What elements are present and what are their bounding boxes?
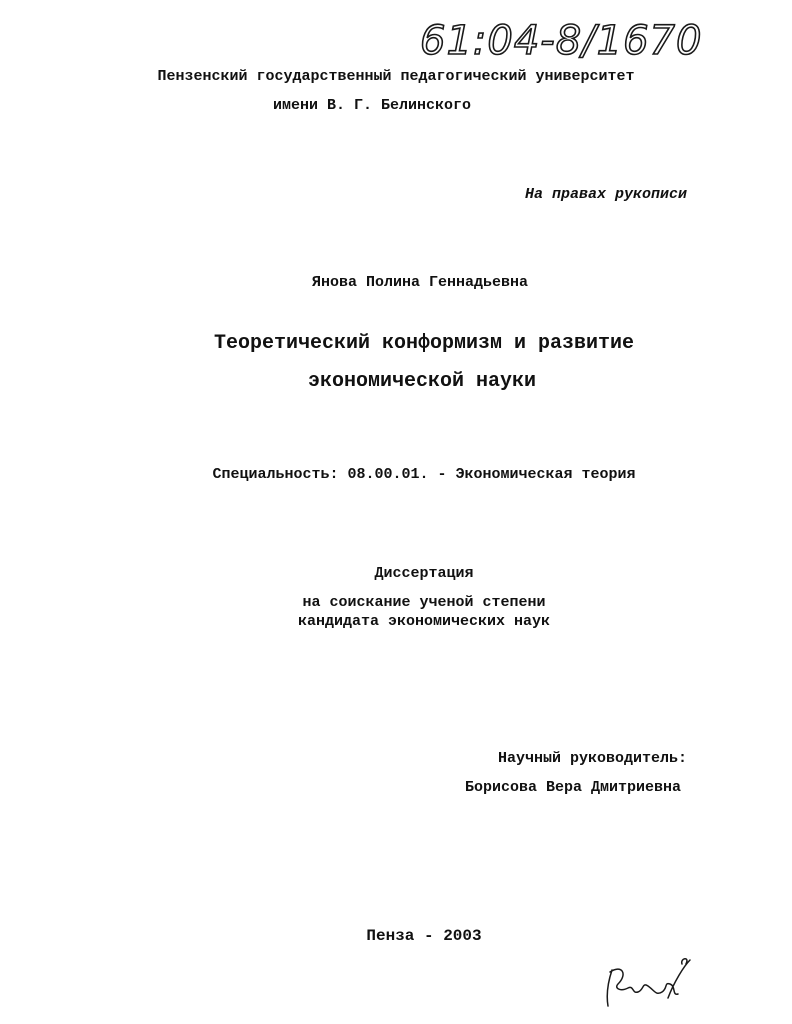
university-dedication: имени В. Г. Белинского [272, 97, 472, 114]
handwritten-archive-number [420, 14, 720, 64]
supervisor-name: Борисова Вера Дмитриевна [465, 779, 682, 796]
specialty: Специальность: 08.00.01. - Экономическая теория [212, 466, 636, 483]
city-year: Пенза - 2003 [366, 927, 482, 945]
dissertation-degree-line2: кандидата экономических наук [297, 613, 551, 630]
thesis-title-line1: Теоретический конформизм и развитие [213, 332, 635, 355]
archive-number-text: 61:04-8/1670 [420, 18, 703, 64]
rights-note: На правах рукописи [525, 186, 688, 203]
dissertation-degree-line1: на соискание ученой степени [302, 594, 546, 611]
thesis-title-line2: экономической науки [307, 370, 537, 393]
university-name: Пензенский государственный педагогический университет [157, 68, 635, 85]
supervisor-label: Научный руководитель: [498, 750, 688, 767]
author-name: Янова Полина Геннадьевна [311, 274, 529, 291]
dissertation-heading: Диссертация [374, 565, 474, 582]
signature-icon [598, 952, 698, 1012]
